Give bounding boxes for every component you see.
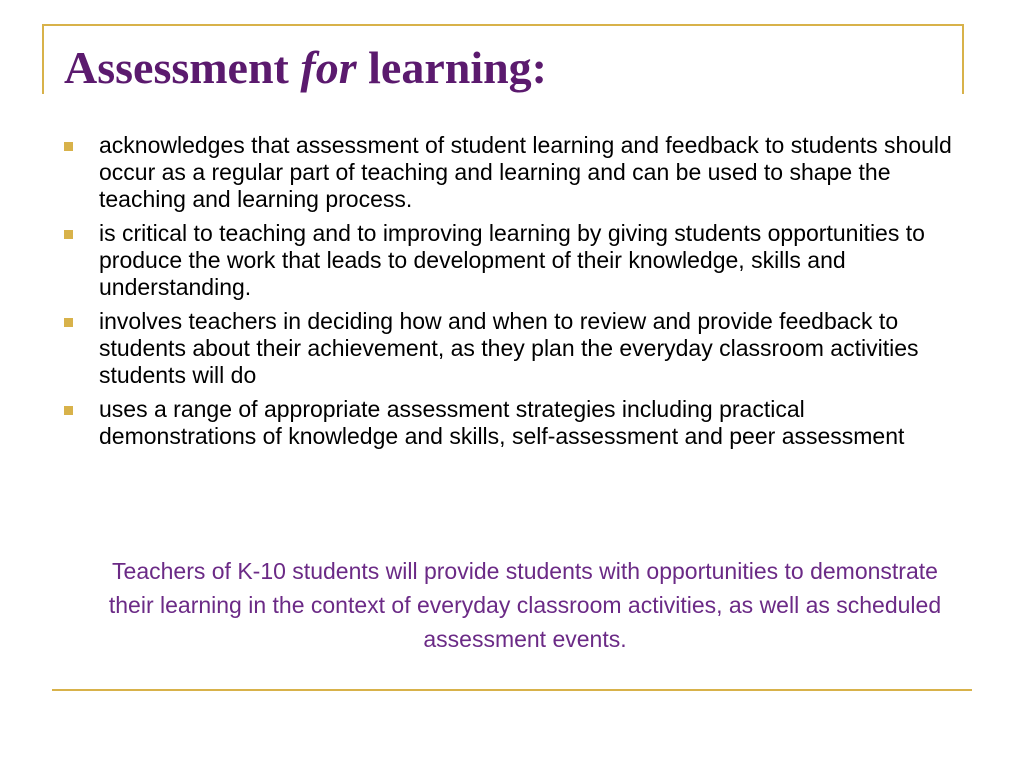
title-text-before: Assessment xyxy=(64,42,289,93)
footer-rule xyxy=(52,689,972,691)
bullet-text: uses a range of appropriate assessment strategies including practical demonstrations of knowledge and skills, self-assessment and peer assessment xyxy=(99,396,905,449)
bullet-item xyxy=(62,308,967,389)
title-emphasis: for xyxy=(300,42,357,93)
bullet-list xyxy=(62,132,967,457)
frame-top-rule xyxy=(42,24,964,26)
title-text-after: learning: xyxy=(368,42,548,93)
bullet-text: is critical to teaching and to improving learning by giving students opportunities to produce the work that leads to development of their knowledge, skills and understanding. xyxy=(99,220,925,300)
square-bullet-icon xyxy=(64,230,73,239)
square-bullet-icon xyxy=(64,142,73,151)
bullet-item xyxy=(62,220,967,301)
bullet-text: involves teachers in deciding how and when to review and provide feedback to students about their achievement, as they plan the everyday classroom activities students will do xyxy=(99,308,919,388)
square-bullet-icon xyxy=(64,406,73,415)
bullet-item xyxy=(62,132,967,213)
bullet-item xyxy=(62,396,967,450)
bullet-text: acknowledges that assessment of student learning and feedback to students should occur as a regular part of teaching and learning and can be used to shape the teaching and learning process. xyxy=(99,132,952,212)
square-bullet-icon xyxy=(64,318,73,327)
callout-text: Teachers of K-10 students will provide students with opportunities to demonstrate their learning in the context of everyday classroom activities, as well as scheduled assessment events. xyxy=(108,558,942,652)
frame-left-rule xyxy=(42,24,44,94)
slide-title xyxy=(64,38,547,98)
frame-right-rule xyxy=(962,24,964,94)
